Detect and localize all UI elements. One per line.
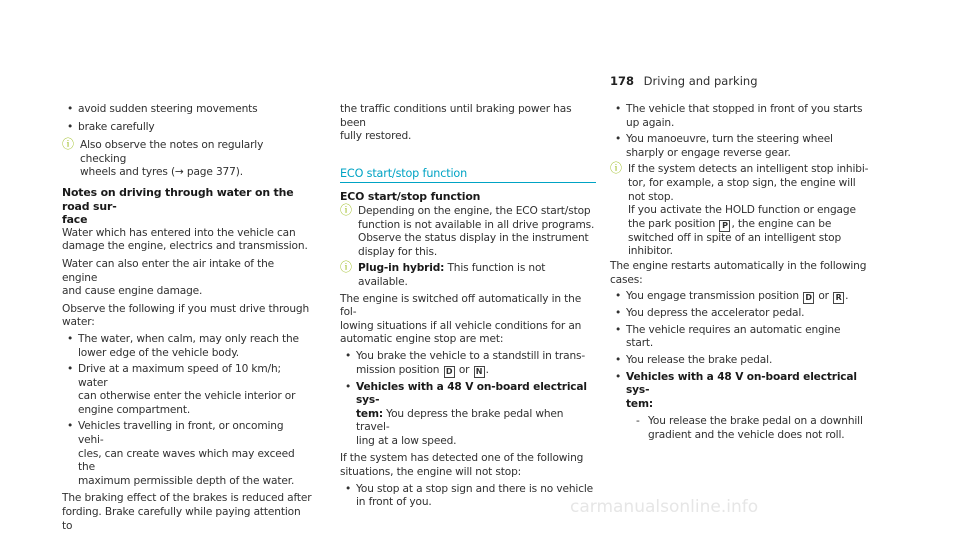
- dash-mark: -: [636, 415, 640, 428]
- note: ⓘ Also observe the notes on regularly checking wheels and tyres (→ page 377).: [62, 137, 264, 179]
- watermark: carmanualsonline.info: [570, 497, 759, 517]
- neutral-position-key: N: [474, 366, 485, 378]
- note: ⓘ Depending on the engine, the ECO start/stop function is not available in all drive programs. Observe the status display in the instrument display for this.: [340, 202, 595, 258]
- paragraph: The engine restarts automatically in the following cases:: [610, 259, 867, 286]
- bullet-icon: •: [67, 120, 74, 133]
- page-header: [610, 74, 758, 88]
- bullet-icon: •: [615, 307, 622, 320]
- bullet-icon: •: [615, 290, 622, 303]
- column-2: [340, 103, 596, 510]
- section-heading: ECO start/stop function: [340, 167, 596, 184]
- paragraph: Observe the following if you must drive through water:: [62, 302, 310, 329]
- bullet-icon: •: [67, 103, 74, 115]
- list-item: • Vehicles with a 48 V on-board electrical sys- tem: You depress the brake pedal when travel- ling at a low speed.: [345, 380, 587, 447]
- bullet-icon: •: [67, 332, 74, 345]
- note: ⓘ Plug-in hybrid: This function is not available.: [340, 260, 546, 288]
- info-icon: ⓘ: [340, 202, 352, 217]
- list-item: • Vehicles with a 48 V on-board electrical sys- tem:: [615, 370, 857, 410]
- info-icon: ⓘ: [340, 260, 352, 275]
- note: ⓘ If the system detects an intelligent stop inhibi- tor, for example, a stop sign, the engine will not stop. If you activate the HOLD function or engage the park position P , the engine can be switched off in spite of an intelligent stop inhibitor.: [610, 161, 869, 258]
- paragraph: Water can also enter the air intake of the engine and cause engine damage.: [62, 257, 275, 298]
- list-item: • You release the brake pedal.: [615, 353, 773, 366]
- info-icon: ⓘ: [610, 161, 622, 176]
- bullet-icon: •: [345, 482, 352, 495]
- bullet-icon: •: [345, 349, 352, 362]
- page-section-title: Driving and parking: [643, 74, 758, 88]
- list-item: • Vehicles travelling in front, or oncoming vehi- cles, can create waves which may exceed the maximum permissible depth of the water.: [67, 420, 295, 487]
- list-item: - You release the brake pedal on a downhill gradient and the vehicle does not roll.: [636, 415, 863, 441]
- paragraph: The engine is switched off automatically in the fol- lowing situations if all vehicle conditions for an automatic engine stop are met:: [340, 292, 582, 346]
- paragraph: The braking effect of the brakes is reduced after fording. Brake carefully while paying attention to: [62, 492, 312, 532]
- bullet-icon: •: [345, 380, 352, 393]
- column-1: [62, 103, 312, 533]
- list-item: • The vehicle requires an automatic engine start.: [615, 323, 841, 350]
- reverse-position-key: R: [833, 292, 844, 304]
- park-position-key: P: [719, 220, 730, 232]
- drive-position-key: D: [803, 292, 814, 304]
- bullet-icon: •: [67, 420, 74, 433]
- page-number: 178: [610, 74, 635, 88]
- bullet-icon: •: [615, 353, 622, 366]
- bullet-icon: •: [615, 133, 622, 146]
- list-item: • You brake the vehicle to a standstill in trans- mission position D or N .: [345, 349, 586, 376]
- info-icon: ⓘ: [62, 137, 74, 152]
- list-item: • You manoeuvre, turn the steering wheel sharply or engage reverse gear.: [615, 133, 833, 159]
- bullet-icon: •: [615, 323, 622, 336]
- paragraph: Water which has entered into the vehicle can damage the engine, electrics and transmission.: [62, 226, 308, 253]
- list-item: • brake carefully: [67, 120, 155, 133]
- list-item: • The water, when calm, may only reach the lower edge of the vehicle body.: [67, 332, 299, 359]
- column-3: [610, 103, 870, 442]
- list-item: • Drive at a maximum speed of 10 km/h; water can otherwise enter the vehicle interior or engine compartment.: [67, 363, 296, 416]
- list-item: • You stop at a stop sign and there is no vehicle in front of you.: [345, 482, 594, 509]
- paragraph: the traffic conditions until braking power has been fully restored.: [340, 103, 572, 143]
- bullet-icon: •: [615, 103, 622, 115]
- bullet-icon: •: [67, 363, 74, 376]
- subsection-heading: ECO start/stop function: [340, 190, 481, 204]
- paragraph: If the system has detected one of the following situations, the engine will not stop:: [340, 452, 584, 479]
- list-item: • The vehicle that stopped in front of you starts up again.: [615, 103, 863, 129]
- list-item: • You depress the accelerator pedal.: [615, 307, 805, 320]
- list-item: • You engage transmission position D or R .: [615, 290, 849, 303]
- subsection-heading: Notes on driving through water on the road sur- face: [62, 185, 294, 227]
- drive-position-key: D: [444, 366, 455, 378]
- list-item: • avoid sudden steering movements: [67, 103, 258, 115]
- bullet-icon: •: [615, 370, 622, 383]
